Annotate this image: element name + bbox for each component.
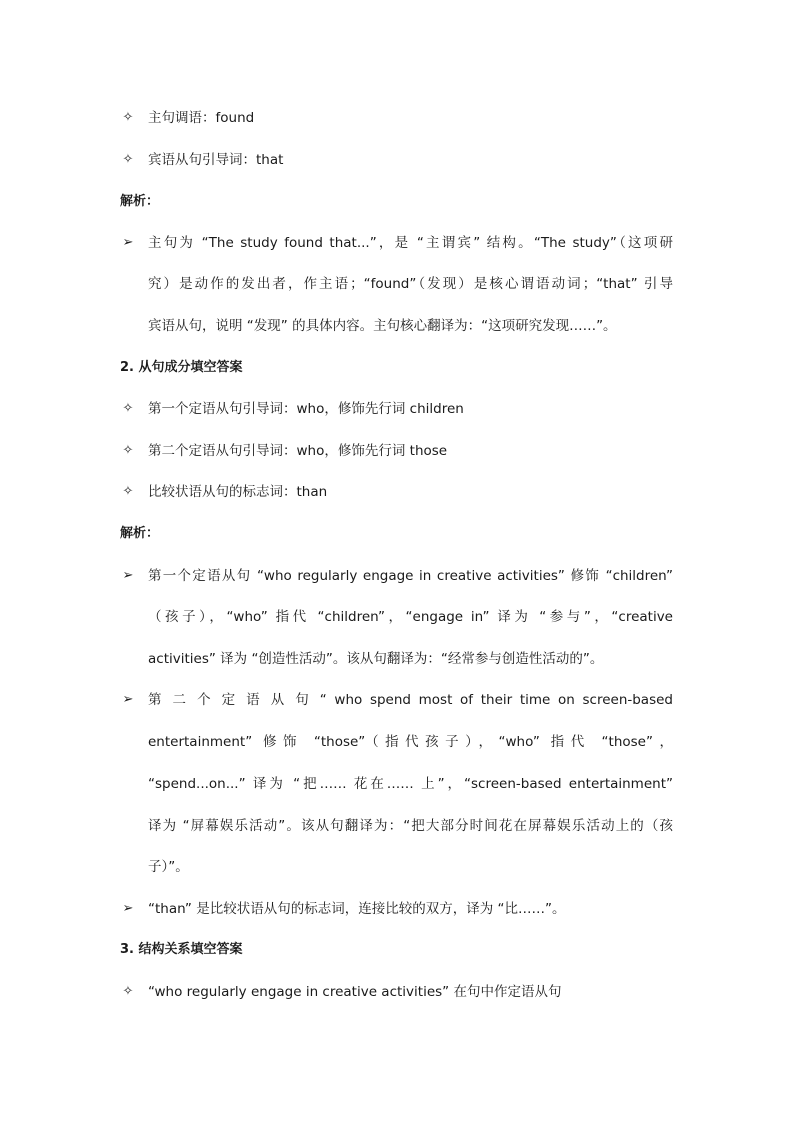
analysis-line: 第一个定语从句 “who regularly engage in creative activities” 修饰 “children” xyxy=(148,568,673,584)
answer-line: 第一个定语从句引导词：who，修饰先行词 children xyxy=(148,401,464,417)
diamond-bullet-icon: ✧ xyxy=(122,110,134,125)
analysis-heading: 解析： xyxy=(120,194,160,209)
diamond-bullet-icon: ✧ xyxy=(122,401,134,416)
answer-line: 第二个定语从句引导词：who，修饰先行词 those xyxy=(148,443,448,459)
analysis-line: activities” 译为 “创造性活动”。该从句翻译为：“经常参与创造性活动的”。 xyxy=(148,651,604,667)
object-clause-answer: 宾语从句引导词：that xyxy=(148,152,284,168)
analysis-line: 究）是动作的发出者，作主语；“found”（发现）是核心谓语动词；“that” 引导 xyxy=(148,276,673,292)
answer-line: 比较状语从句的标志词：than xyxy=(148,484,328,500)
analysis-line: 主句为 “The study found that...”，是 “主谓宾” 结构。“The study”（这项研 xyxy=(148,235,673,251)
arrow-bullet-icon: ➢ xyxy=(122,901,134,916)
analysis-line: 第 二 个 定 语 从 句 “ who spend most of their time on screen-based xyxy=(148,692,673,708)
main-verb-answer: 主句调语：found xyxy=(148,110,255,126)
arrow-bullet-icon: ➢ xyxy=(122,235,134,250)
arrow-bullet-icon: ➢ xyxy=(122,692,134,707)
analysis-line: 译为 “屏幕娱乐活动”。该从句翻译为：“把大部分时间花在屏幕娱乐活动上的（孩 xyxy=(148,818,673,834)
diamond-bullet-icon: ✧ xyxy=(122,484,134,499)
analysis-line: “spend...on...” 译为 “把…… 花在…… 上”，“screen-based entertainment” xyxy=(148,776,673,792)
analysis-line: 子）”。 xyxy=(148,859,189,875)
diamond-bullet-icon: ✧ xyxy=(122,984,134,999)
analysis-line: entertainment” 修饰 “those”（指代孩子），“who” 指代 “those”， xyxy=(148,734,673,750)
answer-line: “who regularly engage in creative activities” 在句中作定语从句 xyxy=(148,984,562,1000)
analysis-heading: 解析： xyxy=(120,526,160,541)
section-heading: 3. 结构关系填空答案 xyxy=(120,942,243,957)
diamond-bullet-icon: ✧ xyxy=(122,152,134,167)
analysis-line: “than” 是比较状语从句的标志词，连接比较的双方，译为 “比……”。 xyxy=(148,901,566,917)
analysis-line: 宾语从句，说明 “发现” 的具体内容。主句核心翻译为：“这项研究发现……”。 xyxy=(148,318,617,334)
arrow-bullet-icon: ➢ xyxy=(122,568,134,583)
analysis-line: （孩子），“who” 指代 “children”，“engage in” 译为 “参与”，“creative xyxy=(148,609,673,625)
section-heading: 2. 从句成分填空答案 xyxy=(120,360,243,375)
diamond-bullet-icon: ✧ xyxy=(122,443,134,458)
